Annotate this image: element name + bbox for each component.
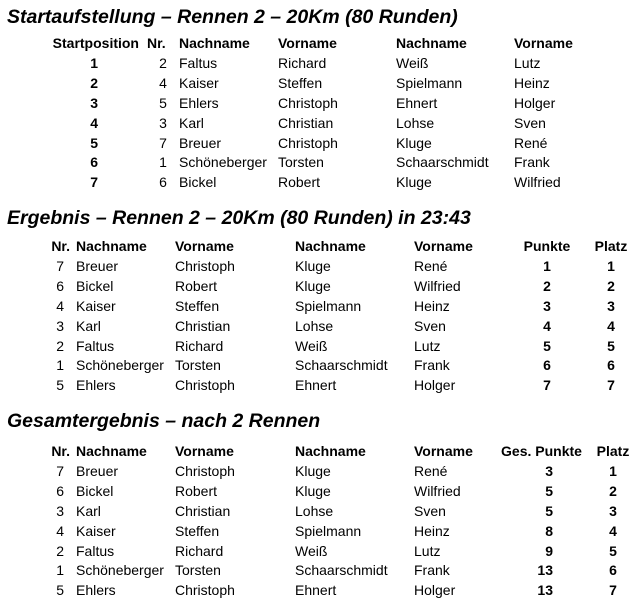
overall-place: 3 [609,502,617,519]
result-place: 5 [607,337,615,354]
start-first-1: Steffen [278,74,323,91]
result-first-1: Christoph [175,257,235,274]
result-first-2: René [414,257,448,274]
result-nr: 3 [56,317,64,334]
overall-points: 3 [545,462,553,479]
overall-points: 13 [537,562,553,579]
col-vorname-1: Vorname [175,238,234,254]
result-points: 7 [543,377,551,394]
col-nr: Nr. [51,443,70,459]
start-position: 7 [90,174,98,191]
result-last-1: Breuer [76,257,119,274]
col-platz: Platz [594,238,628,254]
start-last-1: Bickel [179,174,217,191]
overall-last-1: Kaiser [76,522,116,539]
overall-first-1: Christoph [175,582,235,599]
overall-place: 2 [609,482,617,499]
start-first-1: Christoph [278,134,338,151]
overall-last-2: Lohse [295,502,334,519]
table-row [0,114,637,134]
start-position: 3 [90,94,98,111]
col-ges-punkte: Ges. Punkte [501,443,582,459]
overall-last-2: Schaarschmidt [295,562,388,579]
start-first-1: Torsten [278,154,324,171]
overall-first-2: René [414,462,448,479]
table-row [0,376,637,396]
result-nr: 5 [56,377,64,394]
overall-nr: 2 [56,542,64,559]
table-row [0,581,637,601]
result-place: 1 [607,257,615,274]
result-last-2: Kluge [295,277,331,294]
col-vorname-1: Vorname [278,35,337,51]
result-points: 1 [543,257,551,274]
overall-place: 4 [609,522,617,539]
col-vorname-2: Vorname [414,238,473,254]
start-first-1: Christian [278,114,334,131]
overall-last-1: Schöneberger [76,562,164,579]
table-row [0,542,637,562]
start-position: 5 [90,134,98,151]
col-nachname-2: Nachname [295,238,366,254]
result-last-1: Kaiser [76,297,116,314]
start-first-2: René [514,134,548,151]
result-table [0,237,637,396]
start-nr: 7 [159,134,167,151]
start-first-2: Frank [514,154,550,171]
table-row [0,482,637,502]
start-last-1: Faltus [179,54,218,71]
start-last-1: Ehlers [179,94,219,111]
table-row [0,173,637,193]
col-punkte: Punkte [523,238,571,254]
col-nachname-1: Nachname [179,35,250,51]
overall-last-2: Spielmann [295,522,362,539]
result-first-1: Richard [175,337,224,354]
result-points: 2 [543,277,551,294]
start-title: Startaufstellung – Rennen 2 – 20Km (80 Runden) [7,6,458,28]
table-row [0,502,637,522]
overall-points: 5 [545,482,553,499]
result-last-1: Karl [76,317,101,334]
start-last-2: Weiß [396,54,429,71]
result-first-2: Sven [414,317,446,334]
overall-table [0,442,637,601]
result-last-2: Spielmann [295,297,362,314]
overall-nr: 6 [56,482,64,499]
result-last-1: Bickel [76,277,114,294]
table-row [0,462,637,482]
start-table [0,34,637,193]
result-first-1: Robert [175,277,218,294]
overall-points: 9 [545,542,553,559]
start-nr: 5 [159,94,167,111]
overall-first-1: Christian [175,502,231,519]
table-row [0,257,637,277]
overall-first-2: Wilfried [414,482,461,499]
result-points: 5 [543,337,551,354]
overall-points: 8 [545,522,553,539]
table-row [0,153,637,173]
table-row [0,522,637,542]
result-first-1: Christian [175,317,231,334]
result-nr: 4 [56,297,64,314]
start-nr: 3 [159,114,167,131]
start-first-1: Robert [278,174,321,191]
overall-last-1: Faltus [76,542,115,559]
start-nr: 1 [159,154,167,171]
start-nr: 2 [159,54,167,71]
result-first-2: Wilfried [414,277,461,294]
result-title: Ergebnis – Rennen 2 – 20Km (80 Runden) in 23:43 [7,207,471,229]
start-last-1: Kaiser [179,74,219,91]
result-nr: 2 [56,337,64,354]
result-last-2: Ehnert [295,377,337,394]
result-nr: 7 [56,257,64,274]
start-last-1: Breuer [179,134,222,151]
overall-place: 5 [609,542,617,559]
overall-place: 1 [609,462,617,479]
result-first-2: Heinz [414,297,450,314]
start-last-1: Schöneberger [179,154,267,171]
result-nr: 1 [56,357,64,374]
result-first-2: Lutz [414,337,441,354]
overall-place: 7 [609,582,617,599]
col-platz: Platz [596,443,630,459]
overall-points: 5 [545,502,553,519]
result-last-2: Schaarschmidt [295,357,388,374]
col-nachname-1: Nachname [76,443,147,459]
overall-first-1: Christoph [175,462,235,479]
result-last-1: Ehlers [76,377,116,394]
col-nachname-2: Nachname [295,443,366,459]
table-row [0,74,637,94]
start-position: 2 [90,74,98,91]
col-nr: Nr. [51,238,70,254]
result-nr: 6 [56,277,64,294]
overall-first-2: Holger [414,582,456,599]
start-last-2: Kluge [396,134,432,151]
overall-points: 13 [537,582,553,599]
start-last-2: Schaarschmidt [396,154,489,171]
result-header-row [0,237,637,257]
overall-last-1: Ehlers [76,582,116,599]
overall-place: 6 [609,562,617,579]
start-first-2: Heinz [514,74,550,91]
result-place: 2 [607,277,615,294]
table-row [0,297,637,317]
table-row [0,561,637,581]
result-place: 6 [607,357,615,374]
start-nr: 6 [159,174,167,191]
result-last-1: Schöneberger [76,357,164,374]
result-first-1: Steffen [175,297,220,314]
start-first-2: Lutz [514,54,541,71]
overall-last-2: Weiß [295,542,328,559]
overall-header-row [0,442,637,462]
result-first-2: Frank [414,357,450,374]
table-row [0,317,637,337]
col-vorname-1: Vorname [175,443,234,459]
start-first-1: Richard [278,54,327,71]
result-points: 6 [543,357,551,374]
overall-nr: 5 [56,582,64,599]
overall-first-2: Frank [414,562,450,579]
start-position: 1 [90,54,98,71]
overall-nr: 7 [56,462,64,479]
result-place: 7 [607,377,615,394]
result-points: 3 [543,297,551,314]
result-last-1: Faltus [76,337,115,354]
start-first-1: Christoph [278,94,338,111]
overall-first-1: Robert [175,482,218,499]
overall-nr: 4 [56,522,64,539]
overall-first-2: Lutz [414,542,441,559]
table-row [0,356,637,376]
start-last-2: Ehnert [396,94,438,111]
result-last-2: Lohse [295,317,334,334]
start-position: 4 [90,114,98,131]
result-first-2: Holger [414,377,456,394]
overall-last-2: Kluge [295,482,331,499]
col-nachname-1: Nachname [76,238,147,254]
result-last-2: Kluge [295,257,331,274]
col-vorname-2: Vorname [514,35,573,51]
table-row [0,337,637,357]
start-nr: 4 [159,74,167,91]
start-first-2: Holger [514,94,556,111]
start-header-row [0,34,637,54]
overall-first-2: Sven [414,502,446,519]
overall-first-1: Steffen [175,522,220,539]
result-points: 4 [543,317,551,334]
overall-last-1: Bickel [76,482,114,499]
result-first-1: Christoph [175,377,235,394]
col-nachname-2: Nachname [396,35,467,51]
table-row [0,277,637,297]
col-startposition: Startposition [52,35,139,51]
result-last-2: Weiß [295,337,328,354]
result-place: 4 [607,317,615,334]
result-first-1: Torsten [175,357,221,374]
start-first-2: Wilfried [514,174,561,191]
start-last-2: Lohse [396,114,435,131]
start-position: 6 [90,154,98,171]
table-row [0,134,637,154]
col-nr: Nr. [147,35,166,51]
overall-last-1: Karl [76,502,101,519]
overall-nr: 1 [56,562,64,579]
overall-first-1: Torsten [175,562,221,579]
result-place: 3 [607,297,615,314]
table-row [0,94,637,114]
overall-last-1: Breuer [76,462,119,479]
overall-title: Gesamtergebnis – nach 2 Rennen [7,410,321,432]
overall-first-1: Richard [175,542,224,559]
start-last-2: Spielmann [396,74,463,91]
start-first-2: Sven [514,114,546,131]
overall-first-2: Heinz [414,522,450,539]
overall-last-2: Ehnert [295,582,337,599]
table-row [0,54,637,74]
start-last-1: Karl [179,114,204,131]
col-vorname-2: Vorname [414,443,473,459]
overall-last-2: Kluge [295,462,331,479]
overall-nr: 3 [56,502,64,519]
start-last-2: Kluge [396,174,432,191]
